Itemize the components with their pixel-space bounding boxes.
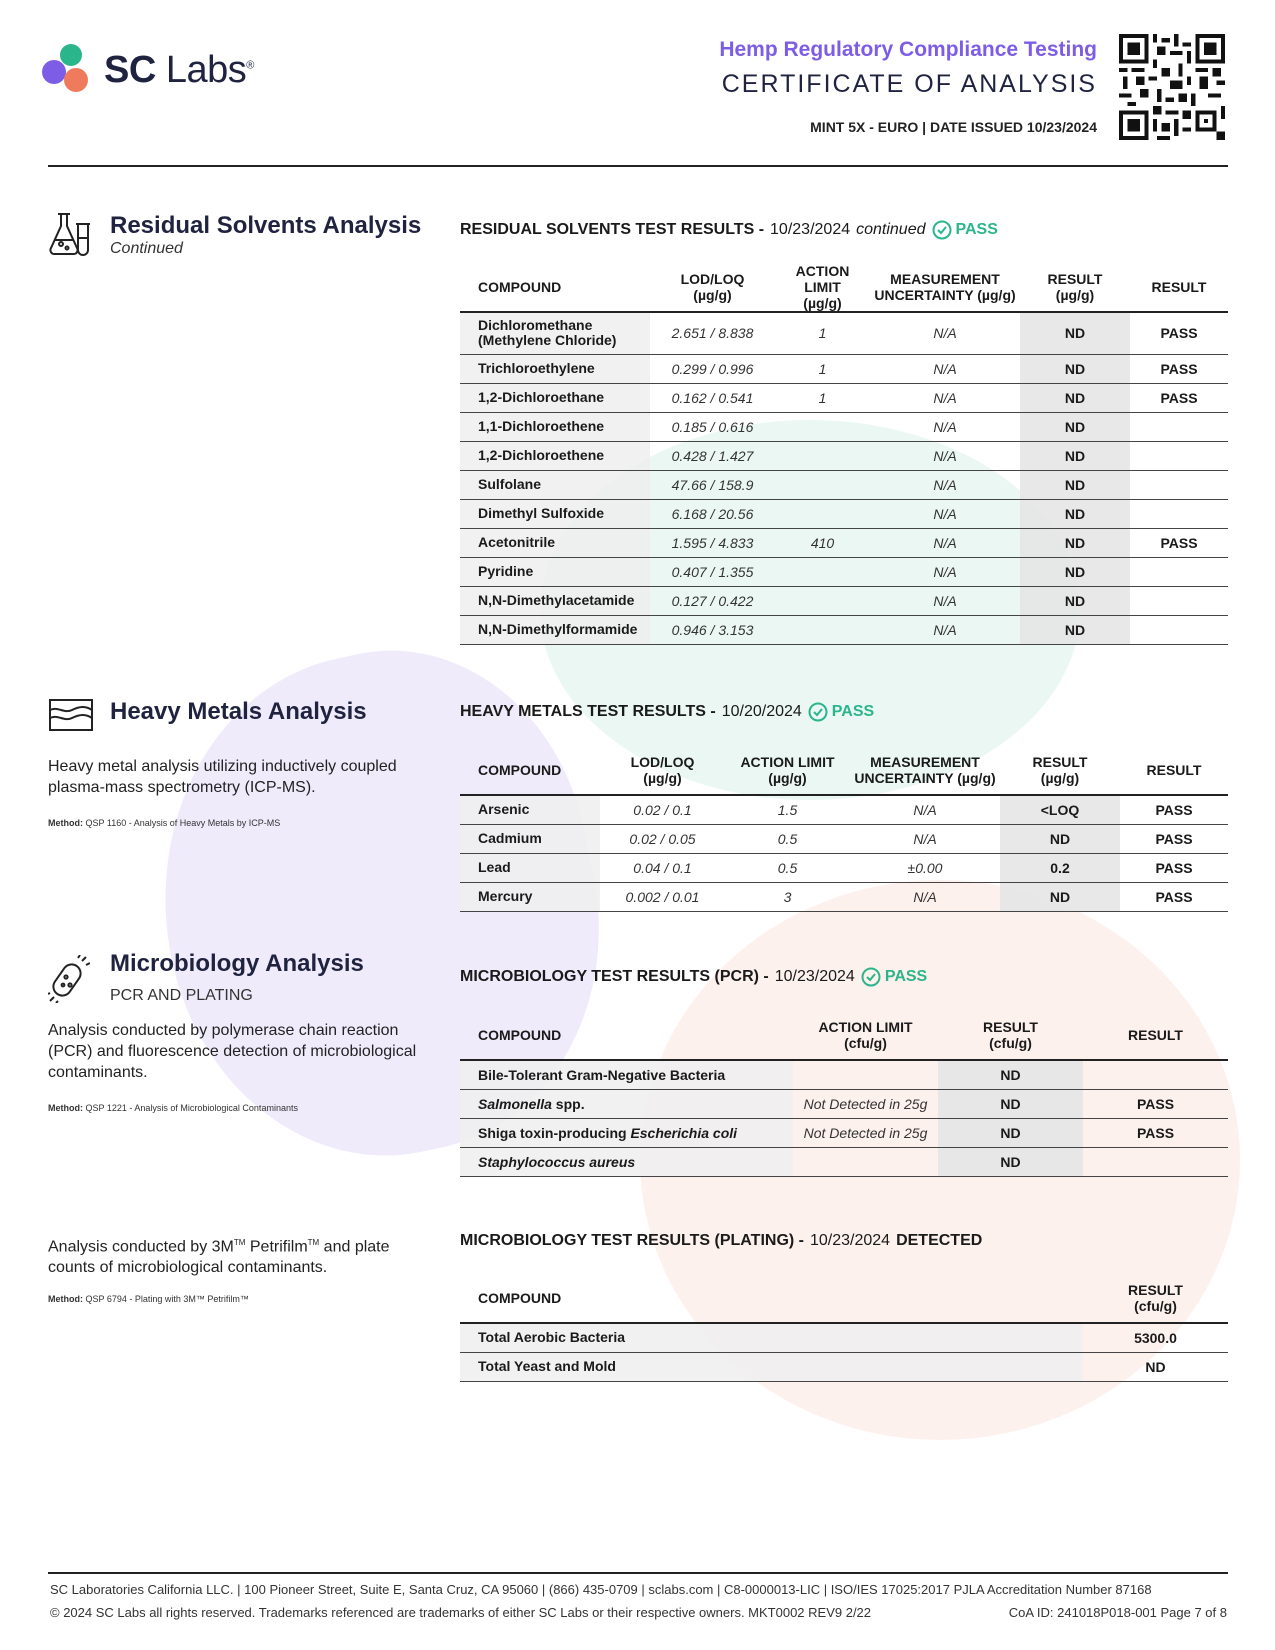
table-row xyxy=(460,441,1228,470)
compound-name: N,N-Dimethylacetamide xyxy=(460,586,650,615)
measurement-uncertainty: N/A xyxy=(933,418,957,435)
footer-divider xyxy=(48,1572,1228,1574)
heavy-metals-table xyxy=(460,745,1228,912)
plating-method: Method: QSP 6794 - Plating with 3M™ Petrifilm™ xyxy=(48,1294,249,1304)
result-value: ND xyxy=(1020,615,1130,644)
compound-name: Salmonella spp. xyxy=(460,1089,793,1118)
pass-badge: PASS xyxy=(808,702,874,722)
report-subtitle: Hemp Regulatory Compliance Testing xyxy=(719,38,1097,61)
detected-status: DETECTED xyxy=(896,1232,983,1249)
result-status xyxy=(1130,557,1228,586)
result-status: PASS xyxy=(1160,360,1198,377)
action-limit: Not Detected in 25g xyxy=(803,1124,928,1141)
measurement-uncertainty: N/A xyxy=(933,621,957,638)
table-header-row xyxy=(460,1010,1228,1060)
table-row xyxy=(460,412,1228,441)
measurement-uncertainty: N/A xyxy=(933,563,957,580)
micro-section-subtitle: PCR AND PLATING xyxy=(110,987,253,1004)
compound-name: Bile-Tolerant Gram-Negative Bacteria xyxy=(460,1060,793,1089)
result-value: ND xyxy=(1020,354,1130,383)
column-header: COMPOUND xyxy=(478,1289,562,1306)
result-value: ND xyxy=(1020,412,1130,441)
result-status xyxy=(1083,1147,1228,1176)
result-status: PASS xyxy=(1155,859,1193,876)
logo-mark-icon xyxy=(42,42,94,98)
result-value: ND xyxy=(938,1118,1083,1147)
action-limit xyxy=(775,499,870,528)
result-status xyxy=(1130,412,1228,441)
compound-name: Sulfolane xyxy=(460,470,650,499)
table-header-row xyxy=(460,1273,1228,1323)
result-value: ND xyxy=(1000,824,1120,853)
result-value: <LOQ xyxy=(1000,795,1120,824)
table-row xyxy=(460,557,1228,586)
column-header: ACTION LIMIT (µg/g) xyxy=(740,753,835,786)
compound-name: Total Aerobic Bacteria xyxy=(460,1323,1083,1352)
measurement-uncertainty: N/A xyxy=(933,325,957,342)
action-limit xyxy=(775,470,870,499)
compound-name: Pyridine xyxy=(460,557,650,586)
lod-loq: 0.185 / 0.616 xyxy=(671,418,754,435)
micro-section-title: Microbiology Analysis xyxy=(110,950,364,977)
table-row xyxy=(460,882,1228,911)
compound-name: 1,1-Dichloroethene xyxy=(460,412,650,441)
action-limit: 410 xyxy=(810,534,835,551)
footer-address: SC Laboratories California LLC. | 100 Pioneer Street, Suite E, Santa Cruz, CA 95060 | (866) 435-0709 | sclabs.com | C8-0000013-LIC | ISO/IES 17025:2017 PJLA Accreditation Number 87168 xyxy=(50,1582,1152,1597)
table-row xyxy=(460,1060,1228,1089)
action-limit xyxy=(793,1147,938,1176)
result-status xyxy=(1130,586,1228,615)
action-limit xyxy=(775,615,870,644)
action-limit: 1 xyxy=(818,325,827,342)
report-title: CERTIFICATE OF ANALYSIS xyxy=(721,70,1097,98)
result-status xyxy=(1130,470,1228,499)
micro-pcr-table-heading: MICROBIOLOGY TEST RESULTS (PCR) - 10/23/2024 PASS xyxy=(460,968,928,985)
lod-loq: 0.299 / 0.996 xyxy=(671,360,754,377)
column-header: COMPOUND xyxy=(478,761,562,778)
table-row xyxy=(460,586,1228,615)
compound-name: N,N-Dimethylformamide xyxy=(460,615,650,644)
compound-name: Lead xyxy=(460,853,600,882)
table-row xyxy=(460,1352,1228,1381)
metals-table-heading: HEAVY METALS TEST RESULTS - 10/20/2024 PASS xyxy=(460,703,875,720)
residual-solvents-table xyxy=(460,262,1228,645)
bacteria-icon xyxy=(48,955,90,1003)
table-row xyxy=(460,615,1228,644)
result-status: PASS xyxy=(1160,389,1198,406)
action-limit xyxy=(775,557,870,586)
lod-loq: 1.595 / 4.833 xyxy=(671,534,754,551)
measurement-uncertainty: N/A xyxy=(933,389,957,406)
action-limit: 1 xyxy=(818,389,827,406)
result-value: ND xyxy=(1020,470,1130,499)
footer-coa-id: CoA ID: 241018P018-001 Page 7 of 8 xyxy=(1008,1605,1227,1620)
compound-name: Dimethyl Sulfoxide xyxy=(460,499,650,528)
column-header: LOD/LOQ (µg/g) xyxy=(630,753,695,786)
report-meta: MINT 5X - EURO | DATE ISSUED 10/23/2024 xyxy=(810,119,1097,135)
result-value: ND xyxy=(938,1089,1083,1118)
lod-loq: 0.162 / 0.541 xyxy=(671,389,754,406)
result-value: ND xyxy=(1145,1358,1166,1375)
result-value: 0.2 xyxy=(1000,853,1120,882)
metals-method: Method: QSP 1160 - Analysis of Heavy Metals by ICP-MS xyxy=(48,818,281,828)
micro-plating-table-heading: MICROBIOLOGY TEST RESULTS (PLATING) - 10/23/2024 DETECTED xyxy=(460,1232,983,1249)
metals-section-title: Heavy Metals Analysis xyxy=(110,698,367,725)
measurement-uncertainty: N/A xyxy=(913,888,937,905)
result-value: ND xyxy=(1020,441,1130,470)
measurement-uncertainty: N/A xyxy=(933,476,957,493)
table-row xyxy=(460,1147,1228,1176)
microbiology-pcr-table xyxy=(460,1010,1228,1177)
compound-name: Dichloromethane (Methylene Chloride) xyxy=(460,312,650,354)
lod-loq: 0.02 / 0.05 xyxy=(629,830,696,847)
residual-table-heading: RESIDUAL SOLVENTS TEST RESULTS - 10/23/2024 continued PASS xyxy=(460,221,998,238)
result-value: ND xyxy=(938,1060,1083,1089)
measurement-uncertainty: ±0.00 xyxy=(907,859,943,876)
result-value: ND xyxy=(1020,586,1130,615)
table-row xyxy=(460,383,1228,412)
column-header: MEASUREMENT UNCERTAINTY (µg/g) xyxy=(854,753,996,786)
qr-code-icon[interactable] xyxy=(1119,34,1225,140)
action-limit: 1 xyxy=(818,360,827,377)
header-divider xyxy=(48,165,1228,167)
action-limit: 0.5 xyxy=(777,859,798,876)
result-status: PASS xyxy=(1155,801,1193,818)
metals-description: Heavy metal analysis utilizing inductively coupled plasma-mass spectrometry (ICP-MS). xyxy=(48,758,397,796)
column-header: ACTION LIMIT (µg/g) xyxy=(795,262,850,311)
table-row xyxy=(460,824,1228,853)
measurement-uncertainty: N/A xyxy=(913,830,937,847)
result-value: ND xyxy=(1020,499,1130,528)
metal-bars-icon xyxy=(48,696,94,734)
table-row xyxy=(460,354,1228,383)
residual-section-title: Residual Solvents Analysis xyxy=(110,212,422,239)
measurement-uncertainty: N/A xyxy=(933,505,957,522)
compound-name: Acetonitrile xyxy=(460,528,650,557)
lod-loq: 0.428 / 1.427 xyxy=(671,447,754,464)
column-header: RESULT xyxy=(1128,1026,1183,1043)
table-row xyxy=(460,470,1228,499)
result-value: ND xyxy=(1020,312,1130,354)
column-header: LOD/LOQ (µg/g) xyxy=(680,270,745,303)
lod-loq: 0.02 / 0.1 xyxy=(633,801,692,818)
action-limit xyxy=(775,412,870,441)
column-header: MEASUREMENT UNCERTAINTY (µg/g) xyxy=(874,270,1016,303)
lab-flask-icon xyxy=(48,210,96,258)
action-limit: 3 xyxy=(783,888,792,905)
footer-copyright: © 2024 SC Labs all rights reserved. Trademarks referenced are trademarks of either SC Labs or their respective owners. MKT0002 REV9 2/22 xyxy=(50,1605,872,1620)
action-limit: Not Detected in 25g xyxy=(803,1095,928,1112)
compound-name: Total Yeast and Mold xyxy=(460,1352,1083,1381)
check-circle-icon xyxy=(861,967,881,987)
check-circle-icon xyxy=(808,702,828,722)
lod-loq: 0.04 / 0.1 xyxy=(633,859,692,876)
measurement-uncertainty: N/A xyxy=(933,534,957,551)
result-status xyxy=(1130,615,1228,644)
microbiology-plating-table xyxy=(460,1273,1228,1382)
pass-badge: PASS xyxy=(932,220,998,240)
column-header: RESULT xyxy=(1146,761,1202,778)
table-header-row xyxy=(460,262,1228,312)
compound-name: Cadmium xyxy=(460,824,600,853)
action-limit xyxy=(775,586,870,615)
compound-name: Staphylococcus aureus xyxy=(460,1147,793,1176)
compound-name: Shiga toxin-producing Escherichia coli xyxy=(460,1118,793,1147)
table-header-row xyxy=(460,745,1228,795)
lod-loq: 0.407 / 1.355 xyxy=(671,563,754,580)
action-limit: 0.5 xyxy=(777,830,798,847)
lod-loq: 0.002 / 0.01 xyxy=(625,888,700,905)
column-header: ACTION LIMIT (cfu/g) xyxy=(818,1018,913,1051)
compound-name: 1,2-Dichloroethene xyxy=(460,441,650,470)
result-status xyxy=(1130,441,1228,470)
compound-name: Mercury xyxy=(460,882,600,911)
result-status: PASS xyxy=(1160,325,1198,342)
table-row xyxy=(460,528,1228,557)
plating-description: Analysis conducted by 3M™ Petrifilm™ and plate counts of microbiological contaminants. xyxy=(48,1238,390,1277)
result-status: PASS xyxy=(1160,534,1198,551)
measurement-uncertainty: N/A xyxy=(933,447,957,464)
table-row xyxy=(460,499,1228,528)
lod-loq: 0.946 / 3.153 xyxy=(671,621,754,638)
action-limit xyxy=(775,441,870,470)
result-value: ND xyxy=(1020,528,1130,557)
measurement-uncertainty: N/A xyxy=(933,592,957,609)
pass-badge: PASS xyxy=(861,967,927,987)
lod-loq: 47.66 / 158.9 xyxy=(671,476,754,493)
column-header: RESULT (µg/g) xyxy=(1032,753,1088,786)
lod-loq: 2.651 / 8.838 xyxy=(671,325,754,342)
result-status xyxy=(1083,1060,1228,1089)
result-status: PASS xyxy=(1155,830,1193,847)
micro-method: Method: QSP 1221 - Analysis of Microbiological Contaminants xyxy=(48,1103,298,1113)
result-value: ND xyxy=(1020,557,1130,586)
action-limit: 1.5 xyxy=(777,801,798,818)
compound-name: Arsenic xyxy=(460,795,600,824)
column-header: COMPOUND xyxy=(478,278,562,295)
measurement-uncertainty: N/A xyxy=(933,360,957,377)
measurement-uncertainty: N/A xyxy=(913,801,937,818)
micro-description: Analysis conducted by polymerase chain reaction (PCR) and fluorescence detection of microbiological contaminants. xyxy=(48,1022,417,1081)
column-header: RESULT (µg/g) xyxy=(1047,270,1103,303)
column-header: RESULT (cfu/g) xyxy=(983,1018,1038,1051)
result-value: 5300.0 xyxy=(1134,1329,1177,1346)
result-status: PASS xyxy=(1136,1124,1175,1141)
action-limit xyxy=(793,1060,938,1089)
lod-loq: 6.168 / 20.56 xyxy=(671,505,754,522)
sc-labs-logo xyxy=(42,42,254,98)
table-row xyxy=(460,1118,1228,1147)
column-header: RESULT (cfu/g) xyxy=(1128,1281,1183,1314)
result-status xyxy=(1130,499,1228,528)
result-value: ND xyxy=(1020,383,1130,412)
compound-name: 1,2-Dichloroethane xyxy=(460,383,650,412)
column-header: COMPOUND xyxy=(478,1026,562,1043)
logo-wordmark: SC Labs® xyxy=(104,48,254,91)
table-row xyxy=(460,1323,1228,1352)
column-header: RESULT xyxy=(1151,278,1207,295)
residual-section-subtitle: Continued xyxy=(110,240,183,257)
result-status: PASS xyxy=(1136,1095,1175,1112)
result-value: ND xyxy=(1000,882,1120,911)
result-value: ND xyxy=(938,1147,1083,1176)
table-row xyxy=(460,1089,1228,1118)
check-circle-icon xyxy=(932,220,952,240)
table-row xyxy=(460,312,1228,354)
table-row xyxy=(460,853,1228,882)
result-status: PASS xyxy=(1155,888,1193,905)
table-row xyxy=(460,795,1228,824)
lod-loq: 0.127 / 0.422 xyxy=(671,592,754,609)
compound-name: Trichloroethylene xyxy=(460,354,650,383)
